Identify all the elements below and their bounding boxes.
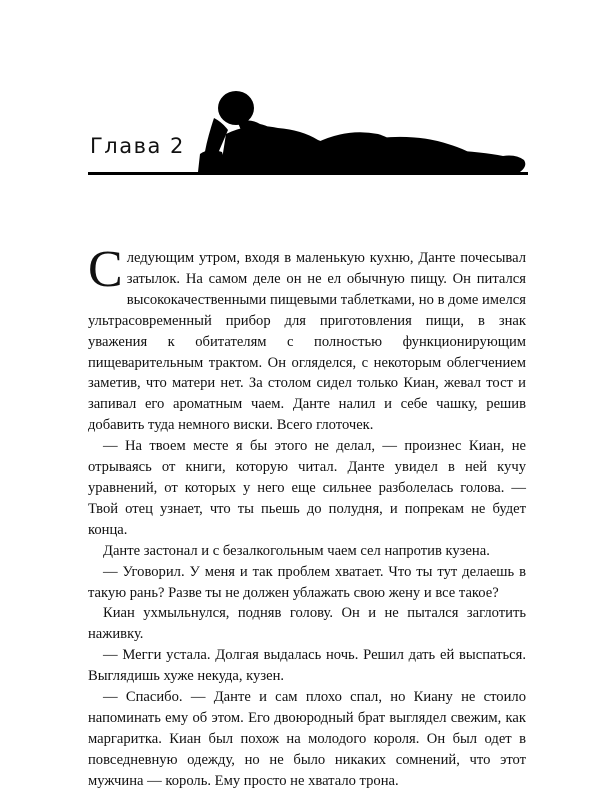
chapter-rule	[88, 172, 528, 175]
paragraph: Данте застонал и с безалкогольным чаем сел напротив кузена.	[103, 542, 490, 559]
paragraph: Киан ухмыльнулся, подняв голову. Он и не пытался заглотить наживку.	[88, 605, 526, 643]
reclining-figure-silhouette	[198, 88, 528, 174]
chapter-title: Глава 2	[90, 134, 185, 158]
drop-cap: С	[88, 241, 123, 298]
paragraph: — Спасибо. — Данте и сам плохо спал, но Киану не стоило напоминать ему об этом. Его двоюродный брат выглядел свежим, как маргаритка. Киан был похож на молодого короля. Он был одет в повседневную одежду, но не было никаких сомнений, что этот мужчина — король. Ему просто не хватало трона.	[88, 689, 526, 789]
first-paragraph-text: ледующим утром, входя в маленькую кухню, Данте почесывал затылок. На самом деле он не ел обычную пищу. Он питался высококачественными пищевыми таблетками, но в доме имелся ультрасовременный прибор для приготовления пищи, в знак уважения к обитателям с полностью функционирующим пищеварительным трактом. Он огляделся, с некоторым облегчением заметив, что матери нет. За столом сидел только Киан, жевал тост и запивал его ароматным чаем. Данте налил и себе чашку, решив добавить туда немного виски. Всего глоточек.	[88, 250, 526, 434]
chapter-header	[88, 88, 528, 178]
paragraph: — Мегги устала. Долгая выдалась ночь. Решил дать ей выспаться. Выглядишь хуже некуда, кузен.	[88, 647, 526, 685]
body-text	[88, 241, 526, 792]
paragraph: — На твоем месте я бы этого не делал, — произнес Киан, не отрываясь от книги, которую читал. Данте увидел в ней кучу уравнений, от которых у него еще сильнее разболелась голова. — Твой отец узнает, что ты пьешь до полудня, и попрекам не будет конца.	[88, 438, 526, 538]
paragraph: — Уговорил. У меня и так проблем хватает. Что ты тут делаешь в такую рань? Разве ты не должен ублажать свою жену и все такое?	[88, 563, 526, 601]
paragraph-first	[88, 241, 526, 436]
